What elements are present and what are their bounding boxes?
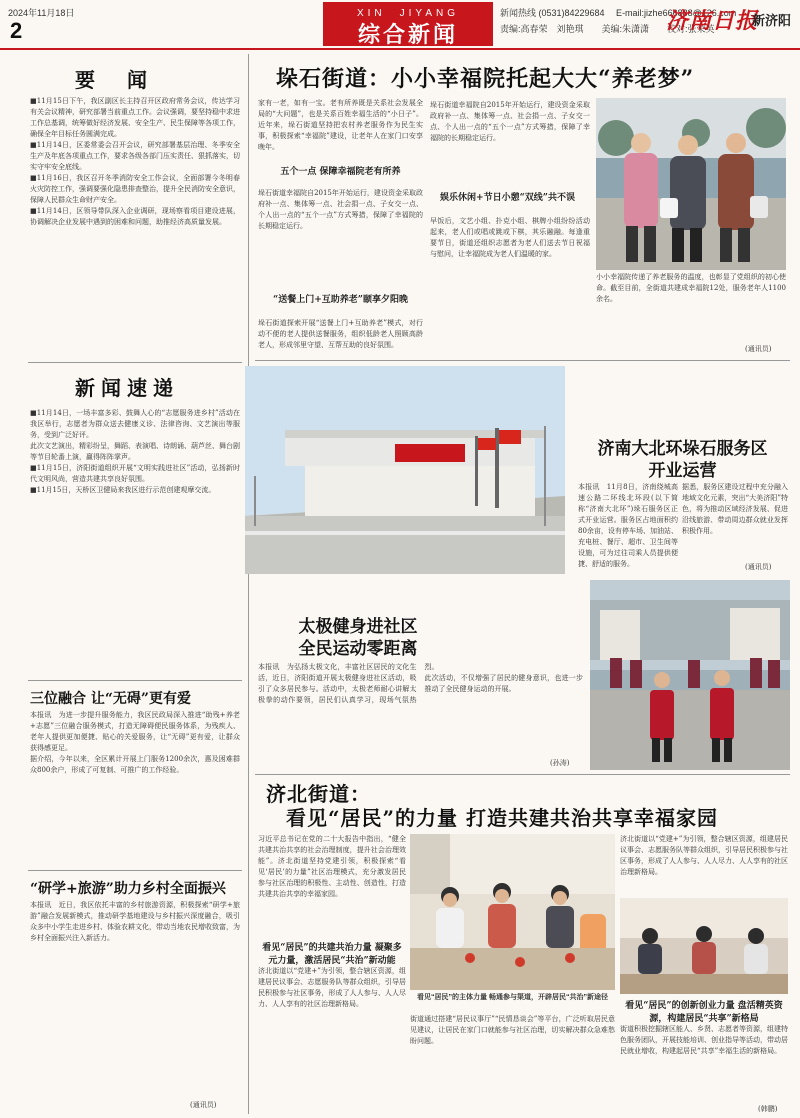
yanxue-credit: (通讯员) — [190, 1101, 217, 1109]
news-title: 新闻速递 — [75, 376, 179, 400]
divider — [255, 774, 790, 775]
crafts-photo — [620, 898, 788, 994]
column-banner — [323, 2, 493, 46]
yaowen-title: 要 闻 — [75, 68, 153, 92]
taiji-headline: 太极健身进社区 — [298, 617, 418, 637]
newspaper-logo: 济南日报 — [666, 8, 759, 34]
news-hotline: 新闻热线 (0531)84229684 E-mail:jizhe666888@126.com — [500, 8, 737, 18]
bottom-text-a2: 济北街道以“党建+”为引领，整合辖区资源，组建居民议事会、志愿服务队等群众组织，引导居民积极参与社区事务，形成了人人参与、人人尽力、人人享有的社区治理新格局。 — [620, 835, 788, 876]
column-subtitle: XIN JIYANG — [356, 8, 460, 19]
yanxue-title: “研学+旅游”助力乡村全面振兴 — [30, 881, 226, 897]
service-area-credit: (通讯员) — [745, 563, 772, 571]
lead-credit: (通讯员) — [745, 345, 772, 353]
divider — [28, 680, 242, 681]
bottom-text-d: 街道积极挖掘辖区能人、乡贤、志愿者等资源，组建特色服务团队，开展技能培训、创业指导等活动，带动居民就业增收，构建起居民“共享”幸福生活的新格局。 — [620, 1025, 788, 1055]
bottom-sub1: 看见“居民”的共建共治力量 凝聚多元力量，激活居民“共治”新动能 — [262, 943, 402, 966]
page-header — [0, 0, 800, 48]
taiji-credit: (孙涛) — [550, 759, 570, 767]
editor-credits: 责编:高春荣 刘艳琪 美编:朱潇潇 校对:张荣英 — [500, 24, 715, 34]
service-area-headline-2: 开业运营 — [648, 461, 717, 481]
left-column-divider — [248, 54, 249, 1114]
sanwei-title: 三位融合 让“无碍”更有爱 — [30, 691, 191, 707]
lead-sub3: 娱乐休闲+节日小憩“双线”共不误 — [440, 193, 575, 203]
service-area-text: 本报讯 11月8日，济南绕城高速公路二环线北环段(以下简称“济南大北环”)垛石服务区正式开业运营。服务区占地面积约80余亩，设有停车场、加油站、充电桩、餐厅、超市、卫生间等设施，可为过往司乘人员提供便捷、舒适的服务。 — [578, 483, 678, 568]
header-rule — [0, 48, 800, 50]
divider — [255, 360, 790, 361]
column-title: 综合新闻 — [357, 22, 458, 48]
bottom-headline-1: 济北街道： — [266, 782, 371, 806]
elderly-women-photo — [596, 98, 786, 270]
bottom-text-b: 济北街道以“党建+”为引领，整合辖区资源，组建居民议事会、志愿服务队等群众组织，引导居民积极参与社区事务，形成了人人参与、人人尽力、人人享有的社区治理新格局。 — [258, 967, 406, 1008]
news-text: ■11月14日，一场丰富多彩、鼓舞人心的“志愿服务进乡村”活动在我区举行，志愿者为群众送去健康义诊、法律咨询、文艺演出等服务，受到广泛好评。 此次文艺演出，精彩纷呈，舞蹈、表演唱、诗朗诵、葫芦丝、舞台剧等节目轮番上演，赢得阵阵掌声。 ■11月15日，济阳街道组织开展“文明实践进社区”活动，弘扬新时代文明风尚，营造共建共享良好氛围。 ■11月15日，天桥区卫健局来我区进行示范创建观摩交流。 — [30, 409, 240, 494]
lead-text-a: 家有一老，如有一宝。老有所养既是关系社会发展全局的“大问题”，也是关系百姓幸福生活的“小日子”。近年来，垛石街道坚持把农村养老服务作为民生实事，积极探索“幸福院”建设，让老年人在家门口安享晚年。 — [258, 99, 423, 151]
residents-photo-caption: 看见“居民”的主体力量 畅通参与渠道，开辟居民“共治”新途径 — [417, 994, 608, 1001]
lead-headline: 垛石街道：小小幸福院托起大大“养老梦” — [276, 66, 695, 92]
taiji-text: 本报讯 为弘扬太极文化，丰富社区居民的文化生活，近日，济阳街道开展太极健身进社区活动，吸引了众多居民参与。活动中，太极老师耐心讲解太极拳的动作要领，居民们认真学习，现场气氛热烈。 此次活动，不仅增强了居民的健身意识，也进一步推动了全民健身运动的开展。 — [258, 663, 583, 704]
lead-text-e: 小小幸福院传递了养老服务的温度，也彰显了党组织的初心使命。截至目前，全街道共建成幸福院12处，服务老年人1100余名。 — [596, 273, 786, 303]
service-area-text-2: 据悉，服务区建设过程中充分融入地域文化元素，突出“大美济阳”特色，将为推动区域经济发展、促进沿线旅游、带动周边群众就业发挥积极作用。 — [682, 483, 788, 535]
lead-text-d: 早饭后，文艺小组、扑克小组、棋牌小组纷纷活动起来，老人们或唱或跳或下棋，其乐融融。每逢重要节日，街道还组织志愿者为老人们送去节日祝福与慰问，让幸福院成为老人们温暖的家。 — [430, 217, 590, 258]
lead-sub2: “送餐上门+互助养老”颐享夕阳晚 — [273, 295, 408, 305]
service-area-photo — [245, 366, 565, 574]
bottom-sub2: 看见“居民”的创新创业力量 盘活精英资源，构建居民“共享”新格局 — [625, 1001, 783, 1024]
newspaper-edition: 新济阳 — [752, 13, 792, 28]
yaowen-text: ■11月15日下午，我区副区长主持召开区政府常务会议，传达学习有关会议精神，研究部署当前重点工作。会议强调，要坚持稳中求进工作总基调，统筹做好经济发展、安全生产、民生保障等各项工作，确保全年目标任务圆满完成。 ■11月14日，区委常委会召开会议，研究部署基层治理、冬季安全生产及年底各项重点工作，要求各级各部门压实责任、狠抓落实，切实守牢安全底线。 ■11月16日，我区召开冬季消防安全工作会议，全面部署今冬明春火灾防控工作，强调要强化隐患排查整治，提升全民消防安全意识，保障人民群众生命财产安全。 ■11月14日，区领导带队深入企业调研，现场察看项目建设进展，协调解决企业发展中遇到的困难和问题，助推经济高质量发展。 — [30, 97, 240, 226]
divider — [28, 362, 242, 363]
page-number: 2 — [10, 18, 23, 43]
lead-sub1: 五个一点 保障幸福院老有所养 — [280, 167, 401, 177]
yanxue-text: 本报讯 近日，我区依托丰富的乡村旅游资源，积极探索“研学+旅游”融合发展新模式，推动研学基地建设与乡村振兴深度融合，吸引众多中小学生走进乡村、体验农耕文化，带动当地农民增收致富，为乡村全面振兴注入新活力。 — [30, 901, 240, 942]
bottom-text-a: 习近平总书记在党的二十大报告中指出，“健全共建共治共享的社会治理制度，提升社会治理效能”。济北街道坚持党建引领，积极探索“看见‘居民’的力量”社区治理模式，充分激发居民参与社区治理的积极性、主动性、创造性，打造共建共治共享的幸福家园。 — [258, 835, 406, 898]
lead-text-c: 垛石街道探索开展“送餐上门+互助养老”模式，对行动不便的老人提供送餐服务，组织低龄老人照顾高龄老人，形成邻里守望、互帮互助的良好氛围。 — [258, 319, 423, 349]
lead-text-b2: 垛石街道幸福院自2015年开始运行，建设资金采取政府补一点、集体筹一点、社会捐一点、子女交一点、个人出一点的“五个一点”方式筹措，保障了幸福院的长期稳定运行。 — [430, 101, 590, 142]
service-area-headline: 济南大北环垛石服务区 — [597, 439, 768, 459]
sanwei-text: 本报讯 为进一步提升服务能力，我区民政局深入推进“助残+养老+志愿”三位融合服务模式，打造无障碍便民服务体系，为残疾人、老年人提供更加便捷、贴心的关爱服务，让“无碍”更有爱，让群众获得感更足。 据介绍，今年以来，全区累计开展上门服务1200余次，惠及困难群众800余户，形成了可复制、可推广的工作经验。 — [30, 711, 240, 774]
residents-photo — [410, 834, 615, 990]
divider — [28, 870, 242, 871]
bottom-headline-2: 看见“居民”的力量 打造共建共治共享幸福家园 — [286, 806, 718, 830]
lead-text-b: 垛石街道幸福院自2015年开始运行，建设资金采取政府补一点、集体筹一点、社会捐一点、子女交一点、个人出一点的“五个一点”方式筹措，保障了幸福院的长期稳定运行。 — [258, 189, 423, 230]
bottom-credit: (韩鹏) — [758, 1105, 778, 1113]
taiji-headline-2: 全民运动零距离 — [298, 639, 418, 659]
bottom-text-c: 街道通过搭建“居民议事厅”“民情恳谈会”等平台，广泛听取居民意见建议，让居民在家门口就能参与社区治理，切实解决群众急难愁盼问题。 — [410, 1015, 615, 1045]
issue-date: 2024年11月18日 — [8, 8, 75, 18]
taiji-photo — [590, 580, 790, 770]
